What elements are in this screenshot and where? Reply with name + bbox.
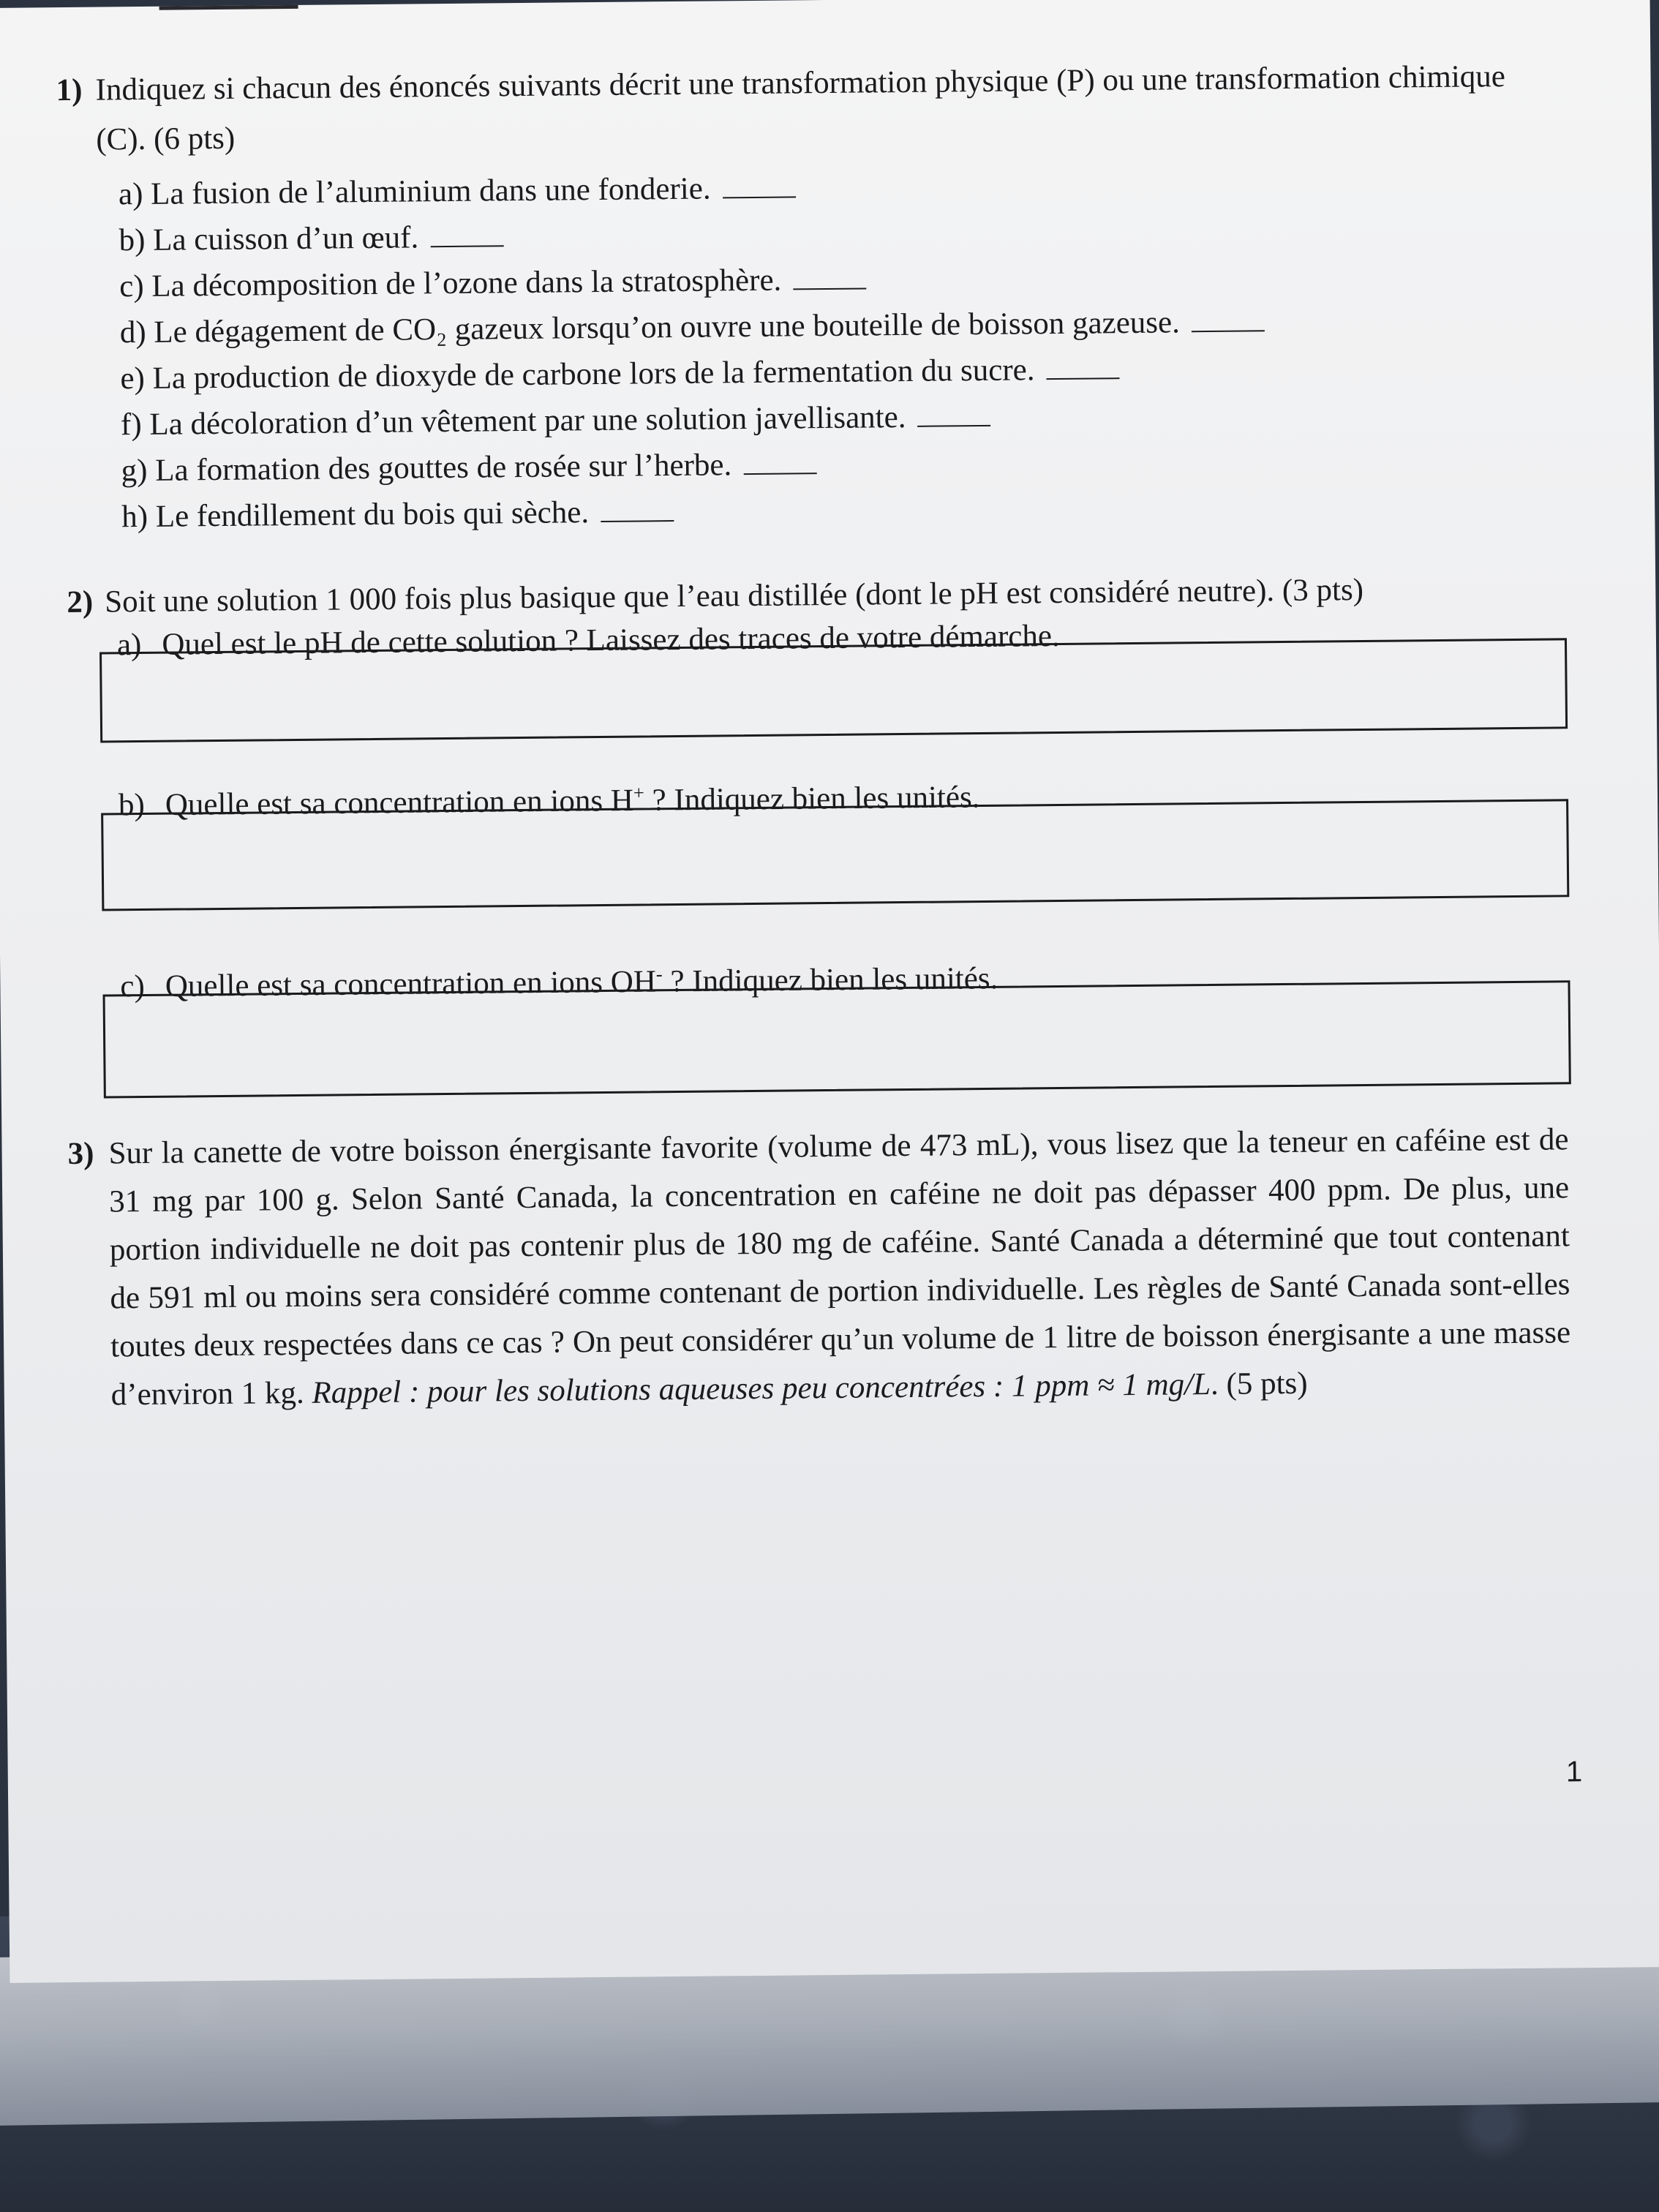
question-3-text: Sur la canette de votre boisson énergisante favorite (volume de 473 mL), vous lisez que la teneur en caféine est de 31 mg par 100 g. Selon Santé Canada, la concentration en caféine ne doit pas dépasser 400 ppm. De plus, une portion individuelle ne doit pas contenir plus de 180 mg de caféine. Santé Canada a déterminé que tout contenant de 591 ml ou moins sera considéré comme contenant de portion individuelle. Les règles de Santé Canada sont-elles toutes deux respectées dans ce cas ? On peut considérer qu’un volume de 1 litre de boisson énergisante a une masse d’environ 1 kg.: [108, 1122, 1571, 1412]
answer-box-2b[interactable]: [101, 799, 1569, 911]
item-text: a) La fusion de l’aluminium dans une fonderie.: [118, 171, 711, 212]
question-2: [67, 563, 1567, 628]
answer-box-2c[interactable]: [103, 980, 1571, 1098]
question-2-text: Soit une solution 1 000 fois plus basique que l’eau distillée (dont le pH est considéré neutre). (3 pts): [104, 572, 1364, 620]
item-text: f) La décoloration d’un vêtement par une solution javellisante.: [120, 399, 906, 443]
item-text: h) Le fendillement du bois qui sèche.: [121, 495, 590, 535]
question-2c-label: c): [120, 969, 146, 1004]
superscript-plus: +: [633, 781, 644, 804]
top-edge-mark: [159, 5, 298, 10]
question-1-items: [118, 159, 1439, 540]
question-3-number: 3): [67, 1136, 94, 1172]
question-2-number: 2): [67, 584, 94, 620]
question-2c-text-end: ? Indiquez bien les unités.: [662, 961, 998, 999]
item-text: b) La cuisson d’un œuf.: [118, 220, 419, 258]
answer-blank[interactable]: [430, 245, 503, 247]
answer-blank[interactable]: [793, 287, 866, 290]
question-3-points: . (5 pts): [1210, 1366, 1308, 1402]
question-2c-text: Quelle est sa concentration en ions OH: [165, 964, 657, 1004]
question-2b-text: Quelle est sa concentration en ions H: [165, 783, 634, 823]
item-text: d) Le dégagement de CO₂ gazeux lorsqu’on ouvre une bouteille de boisson gazeuse.: [119, 305, 1181, 350]
item-text: e) La production de dioxyde de carbone lors de la fermentation du sucre.: [120, 353, 1035, 396]
question-1-number: 1): [56, 72, 83, 108]
question-1: [56, 51, 1556, 165]
superscript-minus: -: [655, 963, 663, 985]
question-3: [69, 1116, 1571, 1420]
answer-box-2a[interactable]: [99, 638, 1568, 742]
question-2a-text: Quel est le pH de cette solution ? Laissez des traces de votre démarche.: [162, 618, 1060, 662]
question-2b-label: b): [118, 788, 146, 823]
item-text: g) La formation des gouttes de rosée sur l’herbe.: [121, 448, 732, 489]
question-1-text: Indiquez si chacun des énoncés suivants décrit une transformation physique (P) ou une transformation chimique (C). (6 pts): [95, 59, 1506, 157]
answer-blank[interactable]: [1192, 330, 1265, 332]
page-number: 1: [1565, 1756, 1583, 1788]
question-3-reminder: Rappel : pour les solutions aqueuses peu concentrées : 1 ppm ≈ 1 mg/L: [312, 1367, 1211, 1410]
answer-blank[interactable]: [723, 196, 796, 198]
answer-blank[interactable]: [601, 520, 674, 522]
answer-blank[interactable]: [1047, 377, 1120, 380]
question-2a-label: a): [116, 628, 142, 663]
answer-blank[interactable]: [743, 473, 816, 475]
question-2b-text-end: ? Indiquez bien les unités.: [644, 780, 980, 818]
item-text: c) La décomposition de l’ozone dans la stratosphère.: [119, 263, 782, 304]
answer-blank[interactable]: [918, 425, 991, 427]
